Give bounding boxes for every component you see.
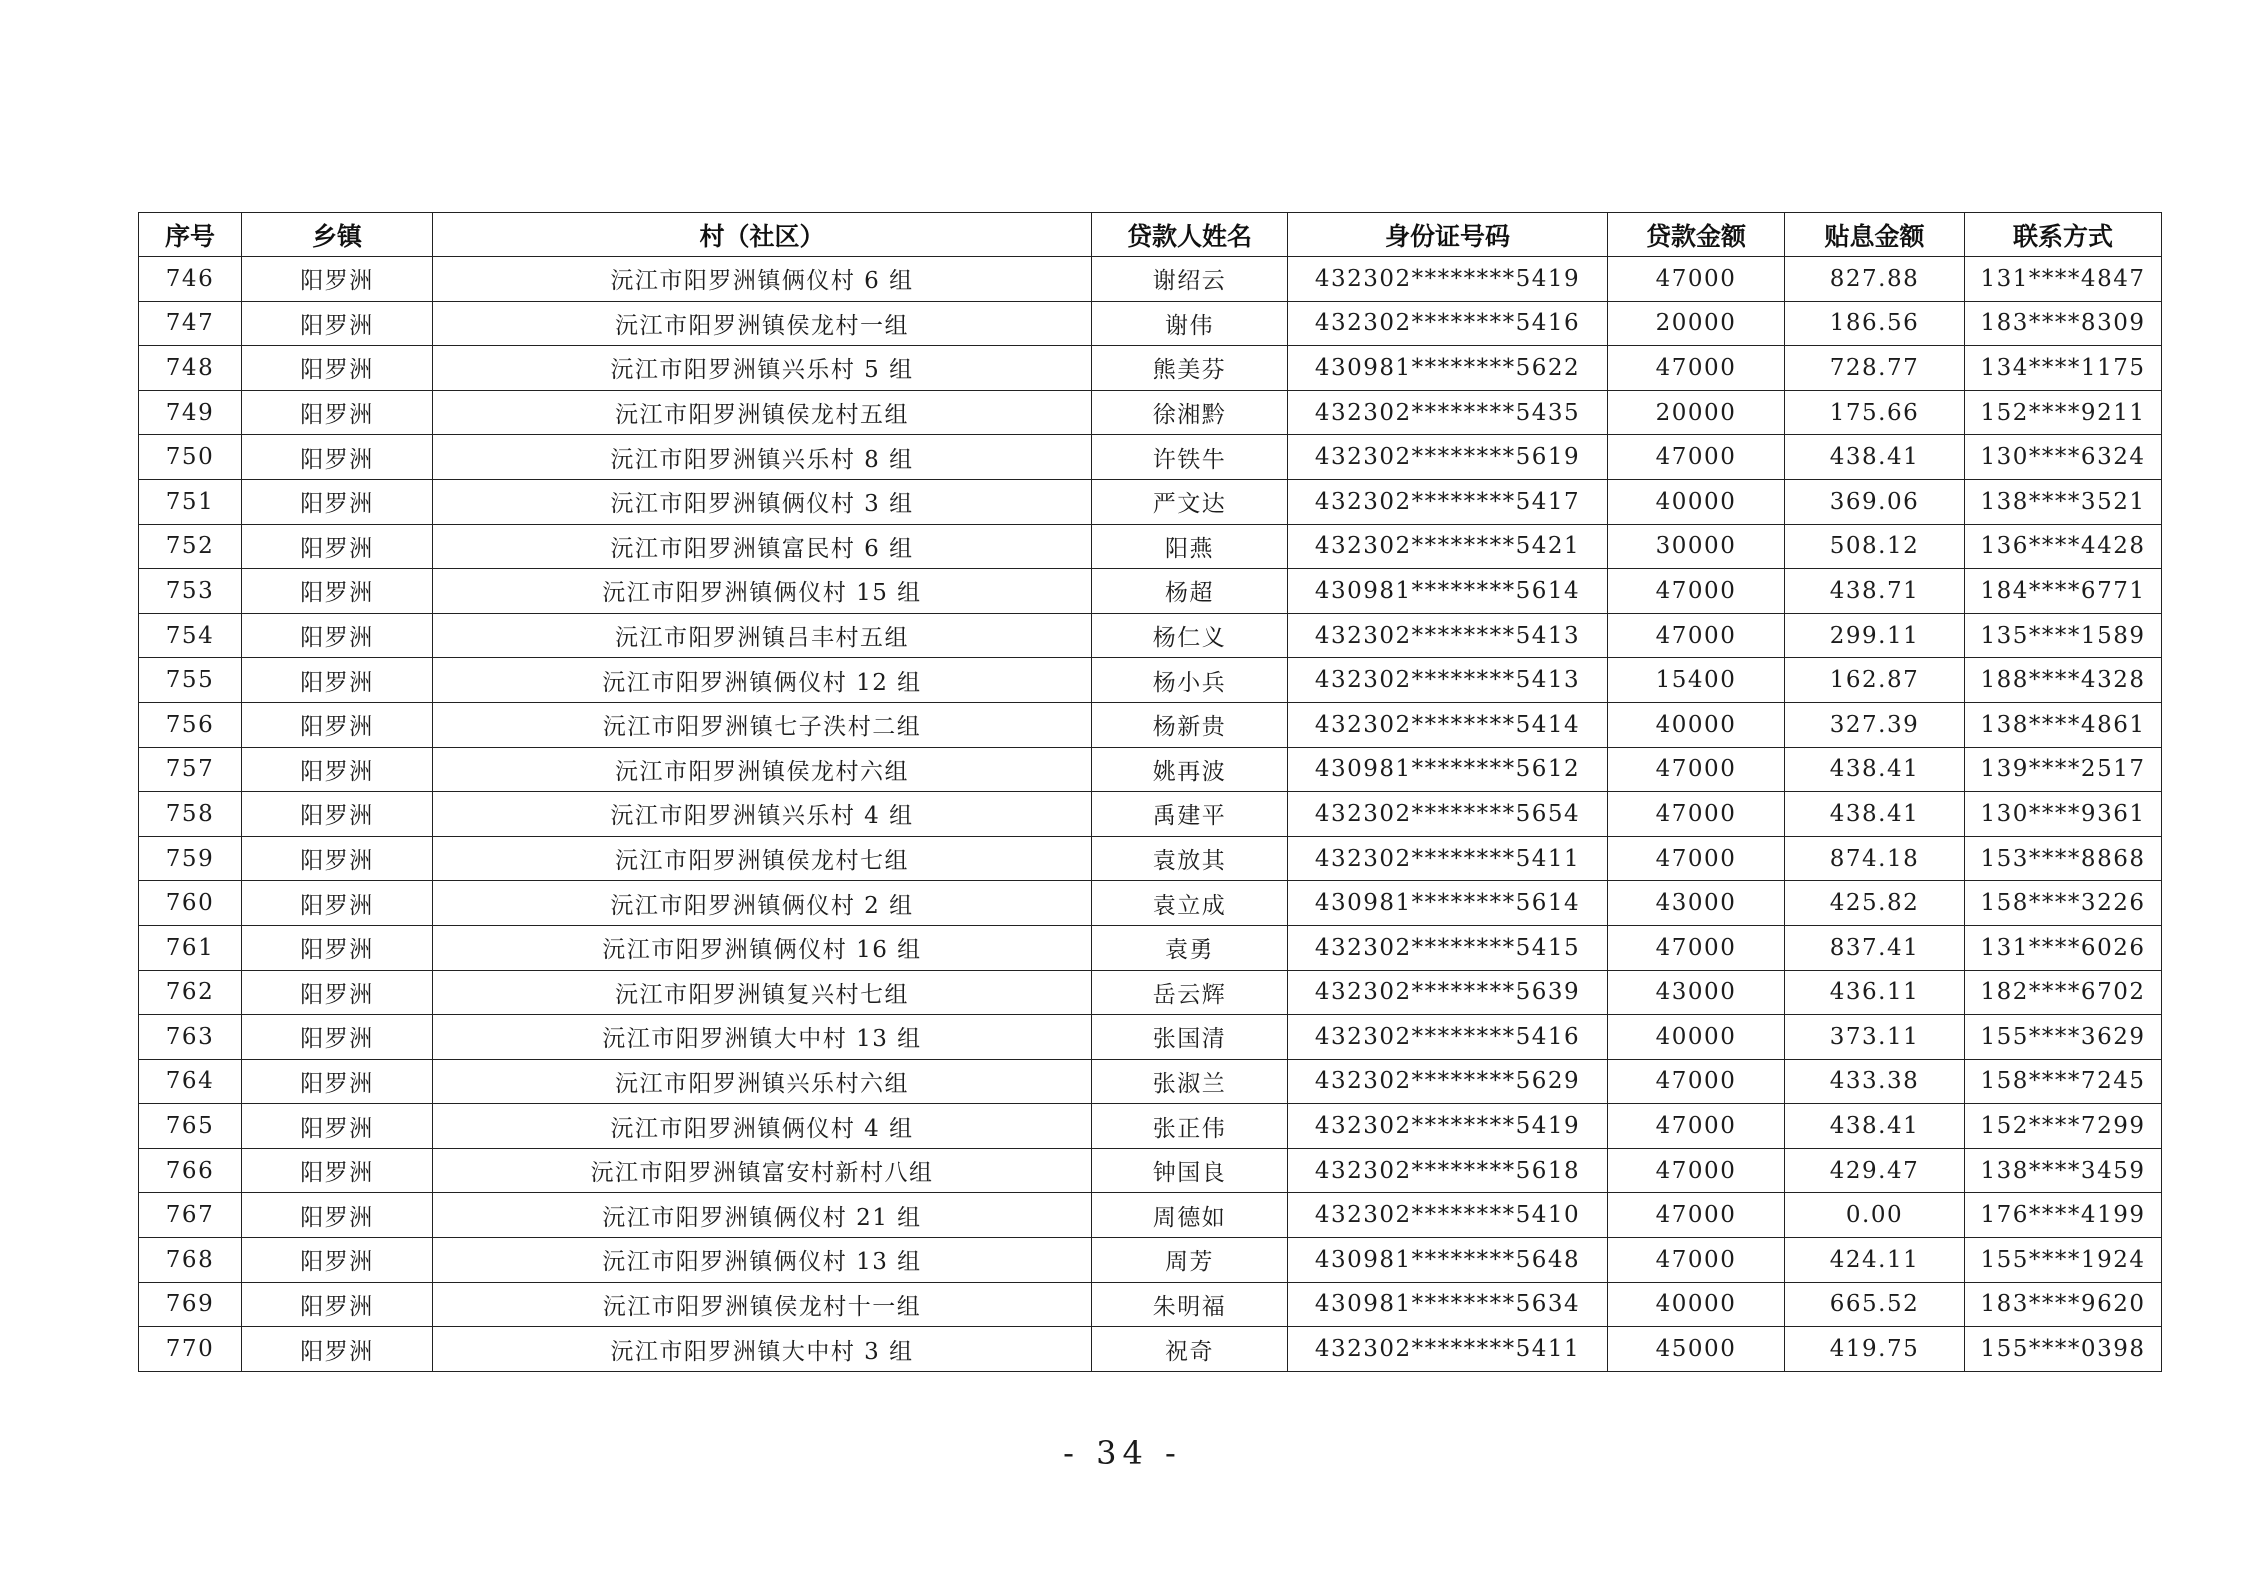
cell-contact: 182****6702 (1965, 970, 2162, 1015)
cell-subsidy-amount: 0.00 (1785, 1193, 1965, 1238)
cell-township: 阳罗洲 (242, 747, 433, 792)
cell-borrower-name: 祝奇 (1092, 1327, 1288, 1372)
cell-township: 阳罗洲 (242, 524, 433, 569)
cell-serial-number: 751 (139, 479, 242, 524)
cell-loan-amount: 47000 (1608, 257, 1785, 302)
cell-loan-amount: 43000 (1608, 881, 1785, 926)
cell-serial-number: 765 (139, 1104, 242, 1149)
cell-borrower-name: 张国清 (1092, 1015, 1288, 1060)
cell-borrower-name: 岳云辉 (1092, 970, 1288, 1015)
cell-borrower-name: 许铁牛 (1092, 435, 1288, 480)
cell-borrower-name: 严文达 (1092, 479, 1288, 524)
cell-serial-number: 748 (139, 346, 242, 391)
cell-loan-amount: 47000 (1608, 613, 1785, 658)
cell-loan-amount: 47000 (1608, 1238, 1785, 1283)
cell-id-number: 432302********5413 (1288, 613, 1608, 658)
cell-serial-number: 749 (139, 390, 242, 435)
column-header-id-number: 身份证号码 (1288, 213, 1608, 257)
cell-serial-number: 750 (139, 435, 242, 480)
cell-id-number: 432302********5413 (1288, 658, 1608, 703)
cell-id-number: 432302********5416 (1288, 301, 1608, 346)
cell-contact: 183****9620 (1965, 1282, 2162, 1327)
cell-subsidy-amount: 438.41 (1785, 792, 1965, 837)
cell-id-number: 432302********5411 (1288, 836, 1608, 881)
cell-contact: 130****9361 (1965, 792, 2162, 837)
cell-id-number: 432302********5639 (1288, 970, 1608, 1015)
cell-contact: 138****3459 (1965, 1148, 2162, 1193)
cell-serial-number: 767 (139, 1193, 242, 1238)
table-row (139, 881, 2162, 926)
cell-subsidy-amount: 299.11 (1785, 613, 1965, 658)
table-row (139, 479, 2162, 524)
cell-id-number: 432302********5619 (1288, 435, 1608, 480)
table-body (139, 257, 2162, 1372)
cell-village: 沅江市阳罗洲镇吕丰村五组 (433, 613, 1092, 658)
cell-serial-number: 761 (139, 925, 242, 970)
cell-contact: 155****3629 (1965, 1015, 2162, 1060)
table-row (139, 1327, 2162, 1372)
cell-loan-amount: 47000 (1608, 925, 1785, 970)
table-row (139, 613, 2162, 658)
table-row (139, 1148, 2162, 1193)
cell-subsidy-amount: 665.52 (1785, 1282, 1965, 1327)
cell-village: 沅江市阳罗洲镇侯龙村十一组 (433, 1282, 1092, 1327)
cell-serial-number: 758 (139, 792, 242, 837)
cell-serial-number: 770 (139, 1327, 242, 1372)
cell-village: 沅江市阳罗洲镇侯龙村六组 (433, 747, 1092, 792)
cell-serial-number: 746 (139, 257, 242, 302)
table-row (139, 970, 2162, 1015)
cell-id-number: 432302********5435 (1288, 390, 1608, 435)
table-row (139, 390, 2162, 435)
cell-id-number: 430981********5648 (1288, 1238, 1608, 1283)
cell-subsidy-amount: 438.41 (1785, 747, 1965, 792)
table-row (139, 1104, 2162, 1149)
cell-subsidy-amount: 874.18 (1785, 836, 1965, 881)
cell-subsidy-amount: 438.71 (1785, 569, 1965, 614)
table-row (139, 836, 2162, 881)
cell-township: 阳罗洲 (242, 792, 433, 837)
cell-subsidy-amount: 373.11 (1785, 1015, 1965, 1060)
header-row (139, 213, 2162, 257)
cell-borrower-name: 姚再波 (1092, 747, 1288, 792)
cell-village: 沅江市阳罗洲镇俩仪村 16 组 (433, 925, 1092, 970)
cell-contact: 131****4847 (1965, 257, 2162, 302)
cell-village: 沅江市阳罗洲镇俩仪村 4 组 (433, 1104, 1092, 1149)
cell-serial-number: 747 (139, 301, 242, 346)
cell-contact: 138****4861 (1965, 702, 2162, 747)
cell-contact: 139****2517 (1965, 747, 2162, 792)
cell-village: 沅江市阳罗洲镇俩仪村 21 组 (433, 1193, 1092, 1238)
cell-township: 阳罗洲 (242, 435, 433, 480)
cell-loan-amount: 40000 (1608, 1015, 1785, 1060)
cell-loan-amount: 43000 (1608, 970, 1785, 1015)
cell-subsidy-amount: 438.41 (1785, 1104, 1965, 1149)
cell-subsidy-amount: 419.75 (1785, 1327, 1965, 1372)
cell-id-number: 430981********5614 (1288, 881, 1608, 926)
cell-id-number: 432302********5654 (1288, 792, 1608, 837)
cell-township: 阳罗洲 (242, 1193, 433, 1238)
cell-contact: 188****4328 (1965, 658, 2162, 703)
cell-borrower-name: 袁立成 (1092, 881, 1288, 926)
cell-id-number: 432302********5411 (1288, 1327, 1608, 1372)
cell-borrower-name: 徐湘黔 (1092, 390, 1288, 435)
cell-loan-amount: 40000 (1608, 479, 1785, 524)
cell-borrower-name: 阳燕 (1092, 524, 1288, 569)
cell-borrower-name: 袁勇 (1092, 925, 1288, 970)
table-row (139, 747, 2162, 792)
cell-village: 沅江市阳罗洲镇复兴村七组 (433, 970, 1092, 1015)
cell-borrower-name: 周德如 (1092, 1193, 1288, 1238)
table-row (139, 346, 2162, 391)
cell-loan-amount: 30000 (1608, 524, 1785, 569)
cell-loan-amount: 47000 (1608, 1193, 1785, 1238)
cell-loan-amount: 47000 (1608, 792, 1785, 837)
cell-village: 沅江市阳罗洲镇富安村新村八组 (433, 1148, 1092, 1193)
column-header-village: 村（社区） (433, 213, 1092, 257)
column-header-loan-amount: 贷款金额 (1608, 213, 1785, 257)
cell-loan-amount: 47000 (1608, 1059, 1785, 1104)
cell-id-number: 430981********5612 (1288, 747, 1608, 792)
cell-id-number: 432302********5419 (1288, 1104, 1608, 1149)
cell-village: 沅江市阳罗洲镇兴乐村六组 (433, 1059, 1092, 1104)
cell-id-number: 432302********5415 (1288, 925, 1608, 970)
cell-village: 沅江市阳罗洲镇侯龙村七组 (433, 836, 1092, 881)
cell-township: 阳罗洲 (242, 613, 433, 658)
cell-village: 沅江市阳罗洲镇俩仪村 15 组 (433, 569, 1092, 614)
cell-borrower-name: 张正伟 (1092, 1104, 1288, 1149)
cell-contact: 130****6324 (1965, 435, 2162, 480)
cell-village: 沅江市阳罗洲镇大中村 3 组 (433, 1327, 1092, 1372)
cell-borrower-name: 袁放其 (1092, 836, 1288, 881)
cell-township: 阳罗洲 (242, 301, 433, 346)
cell-contact: 158****3226 (1965, 881, 2162, 926)
cell-subsidy-amount: 429.47 (1785, 1148, 1965, 1193)
cell-township: 阳罗洲 (242, 836, 433, 881)
cell-village: 沅江市阳罗洲镇俩仪村 12 组 (433, 658, 1092, 703)
cell-subsidy-amount: 424.11 (1785, 1238, 1965, 1283)
cell-township: 阳罗洲 (242, 346, 433, 391)
cell-id-number: 430981********5622 (1288, 346, 1608, 391)
cell-id-number: 432302********5618 (1288, 1148, 1608, 1193)
cell-serial-number: 764 (139, 1059, 242, 1104)
cell-contact: 155****1924 (1965, 1238, 2162, 1283)
cell-village: 沅江市阳罗洲镇富民村 6 组 (433, 524, 1092, 569)
cell-id-number: 432302********5414 (1288, 702, 1608, 747)
cell-serial-number: 768 (139, 1238, 242, 1283)
table-row (139, 1193, 2162, 1238)
cell-township: 阳罗洲 (242, 257, 433, 302)
cell-loan-amount: 47000 (1608, 1148, 1785, 1193)
cell-subsidy-amount: 728.77 (1785, 346, 1965, 391)
table-row (139, 1015, 2162, 1060)
cell-township: 阳罗洲 (242, 881, 433, 926)
cell-id-number: 432302********5417 (1288, 479, 1608, 524)
cell-township: 阳罗洲 (242, 1015, 433, 1060)
cell-id-number: 432302********5629 (1288, 1059, 1608, 1104)
table-header (139, 213, 2162, 257)
cell-loan-amount: 45000 (1608, 1327, 1785, 1372)
cell-contact: 152****7299 (1965, 1104, 2162, 1149)
cell-borrower-name: 谢绍云 (1092, 257, 1288, 302)
table-row (139, 1059, 2162, 1104)
table-row (139, 702, 2162, 747)
cell-township: 阳罗洲 (242, 925, 433, 970)
cell-subsidy-amount: 837.41 (1785, 925, 1965, 970)
table-row (139, 925, 2162, 970)
column-header-serial-number: 序号 (139, 213, 242, 257)
cell-contact: 158****7245 (1965, 1059, 2162, 1104)
cell-loan-amount: 47000 (1608, 747, 1785, 792)
cell-borrower-name: 钟国良 (1092, 1148, 1288, 1193)
cell-village: 沅江市阳罗洲镇俩仪村 13 组 (433, 1238, 1092, 1283)
table-row (139, 1282, 2162, 1327)
cell-serial-number: 766 (139, 1148, 242, 1193)
cell-village: 沅江市阳罗洲镇侯龙村一组 (433, 301, 1092, 346)
cell-township: 阳罗洲 (242, 702, 433, 747)
cell-borrower-name: 周芳 (1092, 1238, 1288, 1283)
table-row (139, 658, 2162, 703)
table-row (139, 1238, 2162, 1283)
cell-subsidy-amount: 186.56 (1785, 301, 1965, 346)
cell-subsidy-amount: 438.41 (1785, 435, 1965, 480)
cell-id-number: 432302********5421 (1288, 524, 1608, 569)
table-row (139, 301, 2162, 346)
cell-serial-number: 760 (139, 881, 242, 926)
table-row (139, 257, 2162, 302)
cell-borrower-name: 杨仁义 (1092, 613, 1288, 658)
cell-township: 阳罗洲 (242, 1059, 433, 1104)
cell-township: 阳罗洲 (242, 390, 433, 435)
cell-id-number: 432302********5410 (1288, 1193, 1608, 1238)
cell-township: 阳罗洲 (242, 1327, 433, 1372)
cell-contact: 134****1175 (1965, 346, 2162, 391)
cell-id-number: 432302********5419 (1288, 257, 1608, 302)
cell-borrower-name: 朱明福 (1092, 1282, 1288, 1327)
cell-subsidy-amount: 369.06 (1785, 479, 1965, 524)
cell-subsidy-amount: 162.87 (1785, 658, 1965, 703)
cell-borrower-name: 张淑兰 (1092, 1059, 1288, 1104)
cell-township: 阳罗洲 (242, 1104, 433, 1149)
cell-serial-number: 753 (139, 569, 242, 614)
cell-loan-amount: 20000 (1608, 390, 1785, 435)
cell-id-number: 432302********5416 (1288, 1015, 1608, 1060)
cell-village: 沅江市阳罗洲镇七子泆村二组 (433, 702, 1092, 747)
table-row (139, 524, 2162, 569)
cell-serial-number: 769 (139, 1282, 242, 1327)
cell-subsidy-amount: 436.11 (1785, 970, 1965, 1015)
cell-loan-amount: 40000 (1608, 702, 1785, 747)
cell-subsidy-amount: 425.82 (1785, 881, 1965, 926)
loan-subsidy-table (138, 212, 2162, 1372)
table-row (139, 569, 2162, 614)
cell-contact: 153****8868 (1965, 836, 2162, 881)
column-header-township: 乡镇 (242, 213, 433, 257)
cell-subsidy-amount: 433.38 (1785, 1059, 1965, 1104)
cell-borrower-name: 杨超 (1092, 569, 1288, 614)
cell-township: 阳罗洲 (242, 479, 433, 524)
cell-loan-amount: 40000 (1608, 1282, 1785, 1327)
cell-serial-number: 756 (139, 702, 242, 747)
cell-serial-number: 757 (139, 747, 242, 792)
cell-township: 阳罗洲 (242, 1238, 433, 1283)
cell-borrower-name: 熊美芬 (1092, 346, 1288, 391)
cell-id-number: 430981********5614 (1288, 569, 1608, 614)
cell-township: 阳罗洲 (242, 970, 433, 1015)
cell-contact: 155****0398 (1965, 1327, 2162, 1372)
column-header-borrower-name: 贷款人姓名 (1092, 213, 1288, 257)
cell-serial-number: 752 (139, 524, 242, 569)
cell-serial-number: 762 (139, 970, 242, 1015)
cell-borrower-name: 禹建平 (1092, 792, 1288, 837)
cell-subsidy-amount: 175.66 (1785, 390, 1965, 435)
cell-contact: 184****6771 (1965, 569, 2162, 614)
column-header-contact: 联系方式 (1965, 213, 2162, 257)
page-number: - 34 - (1063, 1434, 1182, 1472)
cell-loan-amount: 47000 (1608, 569, 1785, 614)
cell-village: 沅江市阳罗洲镇俩仪村 6 组 (433, 257, 1092, 302)
cell-subsidy-amount: 827.88 (1785, 257, 1965, 302)
cell-serial-number: 754 (139, 613, 242, 658)
cell-serial-number: 759 (139, 836, 242, 881)
cell-township: 阳罗洲 (242, 658, 433, 703)
table-row (139, 792, 2162, 837)
cell-loan-amount: 20000 (1608, 301, 1785, 346)
cell-borrower-name: 谢伟 (1092, 301, 1288, 346)
cell-loan-amount: 15400 (1608, 658, 1785, 703)
cell-village: 沅江市阳罗洲镇兴乐村 4 组 (433, 792, 1092, 837)
cell-village: 沅江市阳罗洲镇兴乐村 8 组 (433, 435, 1092, 480)
cell-contact: 135****1589 (1965, 613, 2162, 658)
cell-borrower-name: 杨小兵 (1092, 658, 1288, 703)
cell-serial-number: 763 (139, 1015, 242, 1060)
cell-village: 沅江市阳罗洲镇俩仪村 3 组 (433, 479, 1092, 524)
cell-township: 阳罗洲 (242, 569, 433, 614)
cell-subsidy-amount: 508.12 (1785, 524, 1965, 569)
cell-village: 沅江市阳罗洲镇兴乐村 5 组 (433, 346, 1092, 391)
cell-contact: 131****6026 (1965, 925, 2162, 970)
cell-village: 沅江市阳罗洲镇俩仪村 2 组 (433, 881, 1092, 926)
cell-borrower-name: 杨新贵 (1092, 702, 1288, 747)
cell-contact: 176****4199 (1965, 1193, 2162, 1238)
cell-village: 沅江市阳罗洲镇侯龙村五组 (433, 390, 1092, 435)
column-header-subsidy-amount: 贴息金额 (1785, 213, 1965, 257)
cell-township: 阳罗洲 (242, 1282, 433, 1327)
cell-contact: 152****9211 (1965, 390, 2162, 435)
cell-loan-amount: 47000 (1608, 346, 1785, 391)
cell-id-number: 430981********5634 (1288, 1282, 1608, 1327)
cell-contact: 138****3521 (1965, 479, 2162, 524)
cell-contact: 136****4428 (1965, 524, 2162, 569)
cell-loan-amount: 47000 (1608, 435, 1785, 480)
cell-serial-number: 755 (139, 658, 242, 703)
table-row (139, 435, 2162, 480)
cell-contact: 183****8309 (1965, 301, 2162, 346)
cell-village: 沅江市阳罗洲镇大中村 13 组 (433, 1015, 1092, 1060)
cell-loan-amount: 47000 (1608, 1104, 1785, 1149)
cell-loan-amount: 47000 (1608, 836, 1785, 881)
cell-subsidy-amount: 327.39 (1785, 702, 1965, 747)
cell-township: 阳罗洲 (242, 1148, 433, 1193)
